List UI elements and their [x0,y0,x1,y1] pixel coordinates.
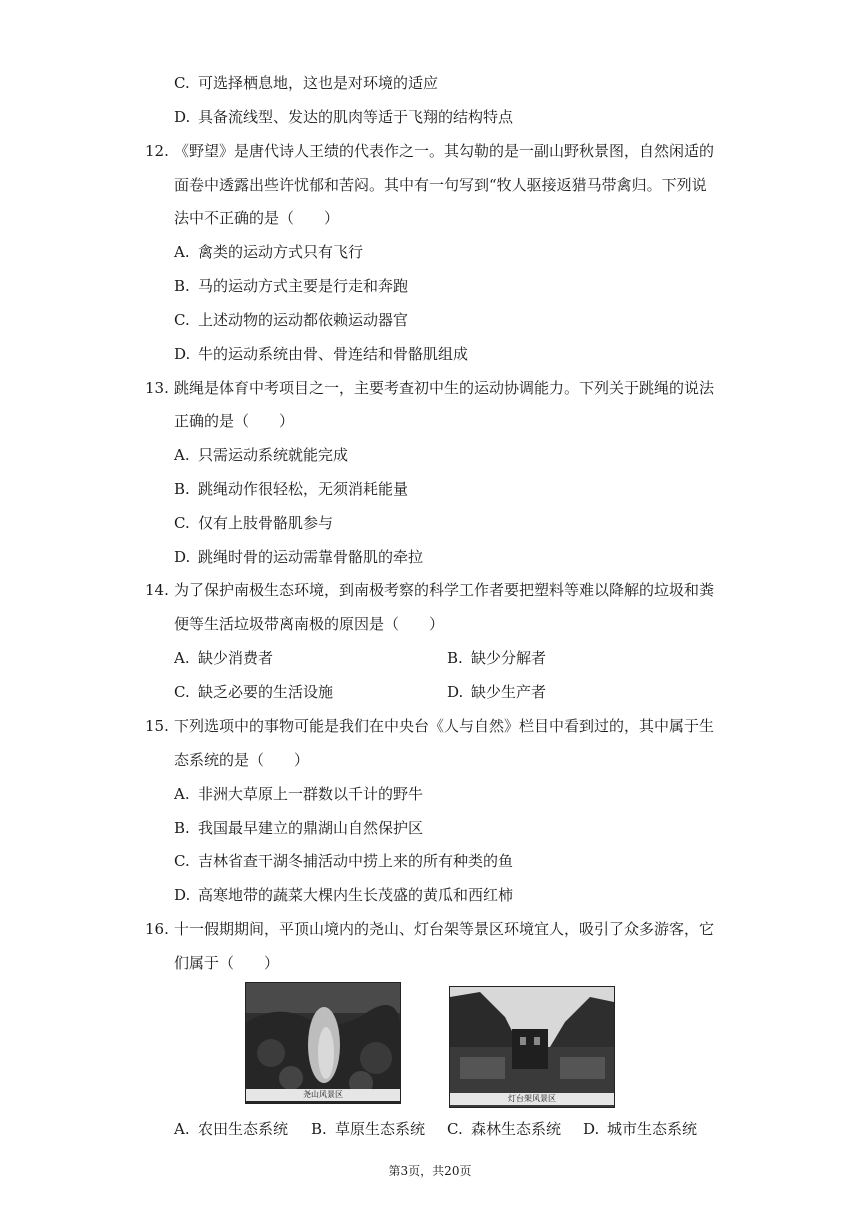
q14-option-b [447,648,546,668]
option-text: 禽类的运动方式只有飞行 [198,243,364,261]
option-text: 马的运动方式主要是行走和奔跑 [198,277,409,295]
q16-option-d [583,1119,697,1139]
option-letter: A. [174,446,190,464]
option-letter: B. [311,1120,327,1138]
option-letter: A. [174,785,190,803]
option-letter: D. [174,548,191,566]
q12-number: 12. [145,142,169,160]
q12-option-a [174,242,363,262]
q15-option-d [174,885,513,905]
option-text: 草原生态系统 [335,1120,426,1138]
option-text: 高寒地带的蔬菜大棵内生长茂盛的黄瓜和西红柿 [198,886,514,904]
q13-option-b [174,479,408,499]
option-letter: D. [447,683,464,701]
q16-option-c [447,1119,561,1139]
q16-stem-line: 十一假期期间，平顶山境内的尧山、灯台架等景区环境宜人，吸引了众多游客，它 [174,920,715,938]
valley-building-image [450,987,614,1107]
option-letter: C. [174,514,190,532]
option-letter: D. [583,1120,600,1138]
option-letter: C. [174,74,190,92]
option-text: 牛的运动系统由骨、骨连结和骨骼肌组成 [198,345,469,363]
option-letter: A. [174,243,190,261]
option-letter: A. [174,649,190,667]
option-text: 缺少分解者 [471,649,547,667]
option-text: 具备流线型、发达的肌肉等适于飞翔的结构特点 [198,108,514,126]
q14-stem-line: 为了保护南极生态环境，到南极考察的科学工作者要把塑料等难以降解的垃圾和粪 [174,581,715,599]
option-text: 非洲大草原上一群数以千计的野牛 [198,785,424,803]
q15-option-c [174,851,513,871]
q12-option-d [174,344,468,364]
q16-option-a [174,1119,288,1139]
q15-option-b [174,818,423,838]
yaoshan-scenery-photo [245,982,401,1104]
q12-option-b [174,276,408,296]
option-letter: B. [447,649,463,667]
option-letter: D. [174,108,191,126]
q16-stem-line: 们属于（ ） [174,954,280,972]
q14-option-a [174,648,273,668]
q15-stem-line: 态系统的是（ ） [174,751,310,769]
option-text: 跳绳动作很轻松，无须消耗能量 [198,480,409,498]
q16-option-b [311,1119,425,1139]
q13-stem-line: 正确的是（ ） [174,412,295,430]
option-text: 森林生态系统 [471,1120,562,1138]
q12-stem-line: 法中不正确的是（ ） [174,209,340,227]
option-text: 缺少消费者 [198,649,274,667]
q13-option-d [174,547,423,567]
option-letter: A. [174,1120,190,1138]
option-letter: C. [174,311,190,329]
option-letter: C. [174,852,190,870]
q13-option-c [174,513,333,533]
q11-option-d [174,107,513,127]
option-letter: B. [174,480,190,498]
photo-caption: 灯台架风景区 [450,1093,614,1105]
q12-option-c [174,310,408,330]
q12-stem-line: 面卷中透露出些许忧郁和苦闷。其中有一句写到“牧人驱接返猎马带禽归。下列说 [174,176,707,194]
mountain-forest-image [246,983,400,1103]
option-letter: C. [174,683,190,701]
option-letter: C. [447,1120,463,1138]
option-text: 我国最早建立的鼎湖山自然保护区 [198,819,424,837]
dengtaijia-scenery-photo [449,986,615,1108]
q15-option-a [174,784,423,804]
q13-option-a [174,445,348,465]
option-letter: B. [174,277,190,295]
option-text: 缺乏必要的生活设施 [198,683,334,701]
q12-stem-line: 《野望》是唐代诗人王绩的代表作之一。其勾勒的是一副山野秋景图，自然闲适的 [174,142,715,160]
q14-stem-line: 便等生活垃圾带离南极的原因是（ ） [174,615,445,633]
q14-option-c [174,682,333,702]
option-text: 城市生态系统 [607,1120,698,1138]
q15-number: 15. [145,717,169,735]
option-text: 农田生态系统 [198,1120,289,1138]
option-text: 跳绳时骨的运动需靠骨骼肌的牵拉 [198,548,424,566]
page-footer: 第3页，共20页 [388,1164,472,1178]
option-text: 上述动物的运动都依赖运动器官 [198,311,409,329]
option-text: 吉林省查干湖冬捕活动中捞上来的所有种类的鱼 [198,852,514,870]
q14-option-d [447,682,546,702]
option-text: 缺少生产者 [471,683,547,701]
option-letter: B. [174,819,190,837]
option-text: 可选择栖息地，这也是对环境的适应 [198,74,439,92]
option-text: 只需运动系统就能完成 [198,446,349,464]
option-text: 仅有上肢骨骼肌参与 [198,514,334,532]
q14-number: 14. [145,581,169,599]
q16-number: 16. [145,920,169,938]
option-letter: D. [174,345,191,363]
q13-stem-line: 跳绳是体育中考项目之一，主要考查初中生的运动协调能力。下列关于跳绳的说法 [174,379,715,397]
q13-number: 13. [145,379,169,397]
q11-option-c [174,73,438,93]
q15-stem-line: 下列选项中的事物可能是我们在中央台《人与自然》栏目中看到过的，其中属于生 [174,717,715,735]
photo-caption: 尧山风景区 [246,1089,400,1101]
option-letter: D. [174,886,191,904]
